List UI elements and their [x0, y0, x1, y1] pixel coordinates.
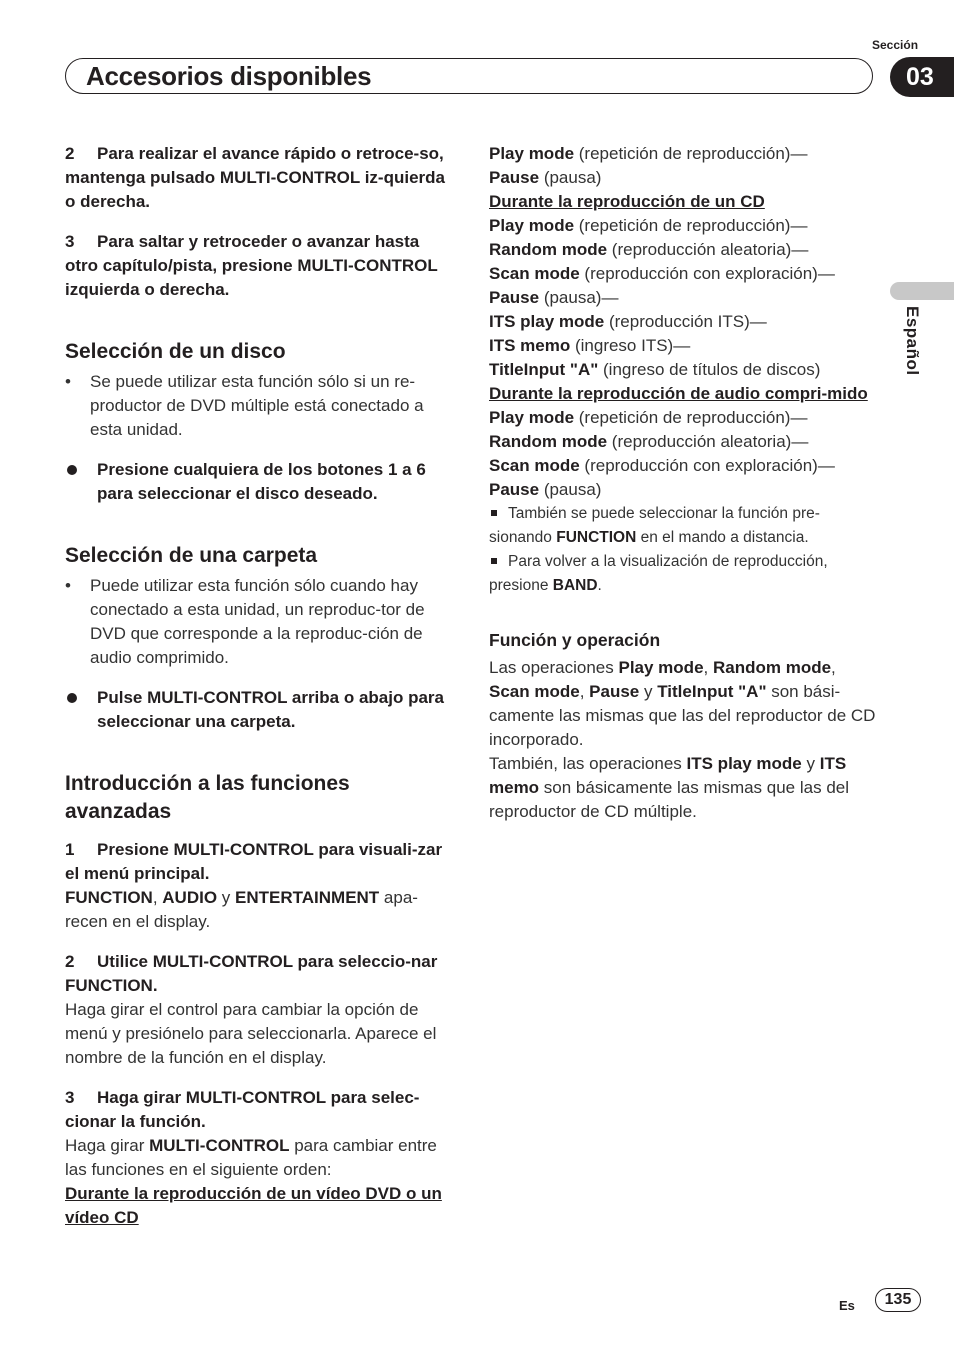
audio-function-sequence	[489, 406, 877, 502]
right-column	[489, 142, 877, 824]
sequence-item: Scan mode (reproducción con exploración)—	[489, 264, 835, 283]
intro-step-1-body: FUNCTION, AUDIO y ENTERTAINMENT apa-recen en el display.	[65, 888, 418, 931]
sequence-item: Pause (pausa)—	[489, 288, 619, 307]
note-band: Para volver a la visualización de reproducción, presione BAND.	[489, 553, 828, 594]
heading-durante-audio: Durante la reproducción de audio compri-mido	[489, 384, 868, 403]
left-column	[65, 142, 451, 1230]
heading-seleccion-disco: Selección de un disco	[65, 340, 286, 363]
heading-durante-cd: Durante la reproducción de un CD	[489, 192, 765, 211]
heading-seleccion-carpeta: Selección de una carpeta	[65, 544, 318, 567]
sequence-item: Play mode (repetición de reproducción)—	[489, 216, 808, 235]
action-carpeta: Pulse MULTI-CONTROL arriba o abajo para seleccionar una carpeta.	[65, 686, 451, 734]
square-bullet-icon	[491, 510, 497, 516]
page-title: Accesorios disponibles	[86, 61, 372, 91]
section-number-badge: 03	[890, 57, 954, 97]
heading-durante-dvd: Durante la reproducción de un vídeo DVD o un vídeo CD	[65, 1184, 442, 1227]
sequence-item: Pause (pausa)	[489, 168, 602, 187]
intro-step-2-body: Haga girar el control para cambiar la opción de menú y presiónelo para seleccionarla. Aparece el nombre de la función en el display.	[65, 1000, 437, 1067]
seccion-label: Sección	[872, 38, 919, 52]
dvd-function-sequence	[489, 142, 877, 190]
footer-language: Es	[839, 1298, 855, 1313]
intro-step-3-body: Haga girar MULTI-CONTROL para cambiar entre las funciones en el siguiente orden:	[65, 1136, 437, 1179]
sequence-item: TitleInput "A" (ingreso de títulos de discos)	[489, 360, 821, 379]
sequence-item: Play mode (repetición de reproducción)—	[489, 144, 808, 163]
intro-step-2: 2 Utilice MULTI-CONTROL para seleccio-nar FUNCTION.	[65, 952, 438, 995]
action-disco: Presione cualquiera de los botones 1 a 6 para seleccionar el disco deseado.	[65, 458, 451, 506]
funcion-paragraph-2: También, las operaciones ITS play mode y ITS memo son básicamente las mismas que las del reproductor de CD múltiple.	[489, 754, 850, 821]
heading-introduccion: Introducción a las funciones avanzadas	[65, 772, 350, 823]
sequence-item: ITS play mode (reproducción ITS)—	[489, 312, 767, 331]
sequence-item: Random mode (reproducción aleatoria)—	[489, 432, 809, 451]
intro-step-3: 3 Haga girar MULTI-CONTROL para selec-cionar la función.	[65, 1088, 420, 1131]
step-2: 2 Para realizar el avance rápido o retroce-so, mantenga pulsado MULTI-CONTROL iz-quierda o derecha.	[65, 144, 445, 211]
language-side-label: Español	[903, 306, 922, 376]
intro-step-1: 1 Presione MULTI-CONTROL para visuali-zar el menú principal.	[65, 840, 443, 883]
language-side-tab	[890, 282, 954, 300]
sequence-item: Play mode (repetición de reproducción)—	[489, 408, 808, 427]
step-3: 3 Para saltar y retroceder o avanzar hasta otro capítulo/pista, presione MULTI-CONTROL izquierda o derecha.	[65, 232, 438, 299]
funcion-paragraph-1: Las operaciones Play mode, Random mode, Scan mode, Pause y TitleInput "A" son bási-camente las mismas que las del reproductor de CD incorporado.	[489, 658, 876, 749]
sequence-item: Scan mode (reproducción con exploración)—	[489, 456, 835, 475]
sequence-item: Random mode (reproducción aleatoria)—	[489, 240, 809, 259]
note-function: También se puede seleccionar la función pre-sionando FUNCTION en el mando a distancia.	[489, 505, 820, 546]
square-bullet-icon	[491, 558, 497, 564]
sequence-item: ITS memo (ingreso ITS)—	[489, 336, 691, 355]
cd-function-sequence	[489, 214, 877, 382]
bullet-carpeta: • Puede utilizar esta función sólo cuando hay conectado a esta unidad, un reproduc-tor de DVD que corresponde a la reproduc-ción de audio comprimido.	[65, 574, 451, 670]
heading-funcion-operacion: Función y operación	[489, 630, 661, 650]
header-bar	[65, 58, 873, 94]
page-number: 135	[875, 1288, 921, 1312]
sequence-item: Pause (pausa)	[489, 480, 602, 499]
bullet-disco: • Se puede utilizar esta función sólo si un re-productor de DVD múltiple está conectado a esta unidad.	[65, 370, 451, 442]
